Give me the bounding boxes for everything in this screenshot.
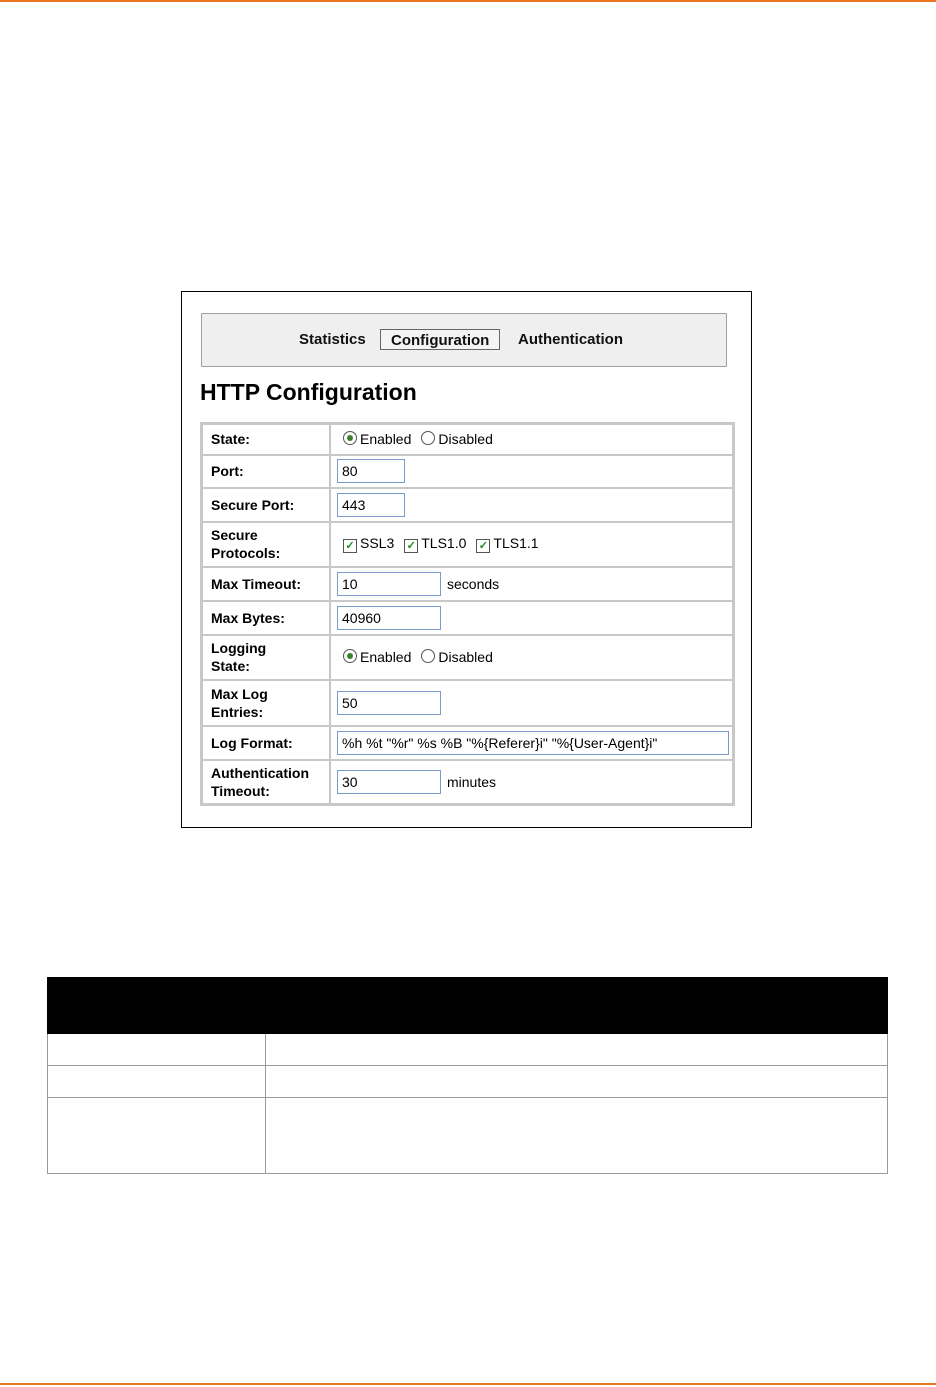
ssl3-checkbox[interactable]: ✓ SSL3 — [343, 535, 394, 551]
row-port — [202, 455, 734, 488]
table-cell — [48, 1066, 266, 1098]
row-log-format — [202, 726, 734, 760]
max-timeout-label: Max Timeout: — [202, 567, 331, 601]
state-label: State: — [202, 424, 331, 455]
row-auth-timeout — [202, 760, 734, 805]
tls11-checkbox[interactable]: ✓ TLS1.1 — [476, 535, 538, 551]
checkmark-icon: ✓ — [404, 539, 418, 553]
checkmark-icon: ✓ — [476, 539, 490, 553]
max-log-entries-input[interactable]: 50 — [337, 691, 441, 715]
radio-selected-icon — [343, 649, 357, 663]
table-cell — [266, 1034, 888, 1066]
max-timeout-input[interactable]: 10 — [337, 572, 441, 596]
secure-port-input[interactable]: 443 — [337, 493, 405, 517]
state-enabled-radio[interactable]: Enabled — [343, 431, 411, 447]
http-config-screenshot — [181, 291, 752, 828]
settings-description-table — [47, 977, 888, 1174]
row-secure-protocols — [202, 522, 734, 567]
table-header-cell — [266, 978, 888, 1034]
table-cell — [48, 1034, 266, 1066]
secure-port-label: Secure Port: — [202, 488, 331, 522]
top-accent-rule — [0, 0, 936, 2]
logging-state-label: Logging State: — [202, 635, 331, 680]
bottom-accent-rule — [0, 1383, 936, 1385]
max-bytes-label: Max Bytes: — [202, 601, 331, 635]
row-state — [202, 424, 734, 455]
row-max-log-entries — [202, 680, 734, 726]
port-label: Port: — [202, 455, 331, 488]
logging-enabled-radio[interactable]: Enabled — [343, 649, 411, 665]
tls10-checkbox[interactable]: ✓ TLS1.0 — [404, 535, 466, 551]
table-header-row — [48, 978, 888, 1034]
log-format-input[interactable]: %h %t "%r" %s %B "%{Referer}i" "%{User-Agent}i" — [337, 731, 729, 755]
state-disabled-radio[interactable]: Disabled — [421, 431, 492, 447]
log-format-label: Log Format: — [202, 726, 331, 760]
secure-protocols-label: Secure Protocols: — [202, 522, 331, 567]
auth-timeout-label: Authentication Timeout: — [202, 760, 331, 805]
table-cell — [266, 1098, 888, 1174]
radio-empty-icon — [421, 649, 435, 663]
table-cell — [266, 1066, 888, 1098]
max-log-entries-label: Max Log Entries: — [202, 680, 331, 726]
table-row — [48, 1066, 888, 1098]
radio-selected-icon — [343, 431, 357, 445]
row-max-timeout — [202, 567, 734, 601]
row-secure-port — [202, 488, 734, 522]
max-timeout-unit: seconds — [447, 575, 500, 592]
tab-bar — [201, 313, 727, 367]
logging-disabled-radio[interactable]: Disabled — [421, 649, 492, 665]
row-max-bytes — [202, 601, 734, 635]
radio-empty-icon — [421, 431, 435, 445]
port-input[interactable]: 80 — [337, 459, 405, 483]
table-cell — [48, 1098, 266, 1174]
table-row — [48, 1098, 888, 1174]
row-logging-state — [202, 635, 734, 680]
table-row — [48, 1034, 888, 1066]
table-header-cell — [48, 978, 266, 1034]
tab-configuration[interactable]: Configuration — [380, 329, 500, 350]
tab-authentication[interactable]: Authentication — [518, 331, 623, 348]
auth-timeout-input[interactable]: 30 — [337, 770, 441, 794]
checkmark-icon: ✓ — [343, 539, 357, 553]
config-form — [200, 422, 735, 806]
page-title: HTTP Configuration — [200, 379, 417, 405]
auth-timeout-unit: minutes — [447, 773, 497, 790]
max-bytes-input[interactable]: 40960 — [337, 606, 441, 630]
tab-statistics[interactable]: Statistics — [299, 331, 366, 348]
